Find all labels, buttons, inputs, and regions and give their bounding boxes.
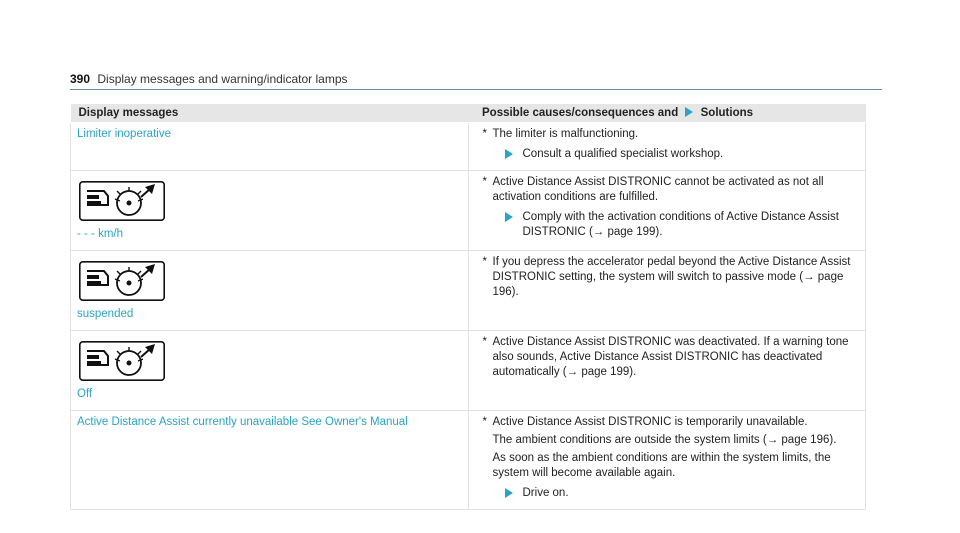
messages-table — [70, 104, 866, 510]
action-text: Consult a qualified specialist workshop. — [522, 148, 724, 160]
action-text: Comply with the activation conditions of Active Distance Assist DISTRONIC (→ page 199). — [522, 211, 839, 238]
header-rule — [70, 89, 882, 90]
display-message: - - - km/h — [77, 228, 123, 240]
display-message: suspended — [77, 308, 134, 320]
distronic-speedometer-icon — [79, 181, 165, 221]
action-arrow-icon — [505, 488, 513, 498]
cause-text: Active Distance Assist DISTRONIC is temporarily unavailable. — [492, 416, 808, 428]
action-arrow-icon — [505, 149, 513, 159]
cause-text: The limiter is malfunctioning. — [492, 128, 639, 140]
page-title: Display messages and warning/indicator lamps — [97, 72, 348, 86]
distronic-speedometer-icon — [79, 341, 165, 381]
display-message: Active Distance Assist currently unavailable See Owner's Manual — [77, 416, 408, 428]
page-number: 390 — [70, 72, 91, 86]
page-header — [70, 72, 348, 86]
cause-text: If you depress the accelerator pedal beyond the Active Distance Assist DISTRONIC setting, the system will switch to passive mode (→ page 196). — [492, 256, 851, 298]
cause-text: Active Distance Assist DISTRONIC was deactivated. If a warning tone also sounds, Active Distance Assist DISTRONIC has deactivated automatically (→ page 199). — [492, 336, 849, 378]
display-message: Limiter inoperative — [77, 128, 171, 140]
action-text: Drive on. — [522, 487, 569, 499]
table-row: suspended * If you depress the accelerator pedal beyond the Active Distance Assist DISTRONIC setting, the system will switch to passive mode (→ page 196). — [71, 251, 866, 331]
col-header-messages: Display messages — [71, 104, 469, 123]
display-message: Off — [77, 388, 93, 400]
action-arrow-icon — [505, 212, 513, 222]
table-row: Active Distance Assist currently unavailable See Owner's Manual * Active Distance Assist DISTRONIC is temporarily unavailable. The ambient conditions are outside the system limits (→ page 196). As soon as the ambient conditions are within the system limits, the system will become available again. Drive on. — [71, 411, 866, 510]
col-header-causes: Possible causes/consequences and Solutions — [468, 104, 866, 123]
table-row: Off * Active Distance Assist DISTRONIC was deactivated. If a warning tone also sounds, Active Distance Assist DISTRONIC has deactivated automatically (→ page 199). — [71, 331, 866, 411]
table-row: Limiter inoperative * The limiter is malfunctioning. Consult a qualified specialist workshop. — [71, 123, 866, 171]
table-row: - - - km/h * Active Distance Assist DISTRONIC cannot be activated as not all activation conditions are fulfilled. Comply with the activation conditions of Active Distance Assist DISTRONIC (→ page 199). — [71, 171, 866, 251]
distronic-speedometer-icon — [79, 261, 165, 301]
arrow-icon — [685, 107, 693, 117]
detail-text: The ambient conditions are outside the system limits (→ page 196). — [492, 434, 837, 446]
table-header-row — [71, 104, 866, 123]
cause-text: Active Distance Assist DISTRONIC cannot be activated as not all activation conditions are fulfilled. — [492, 176, 824, 203]
detail-text: As soon as the ambient conditions are within the system limits, the system will become available again. — [492, 452, 831, 479]
